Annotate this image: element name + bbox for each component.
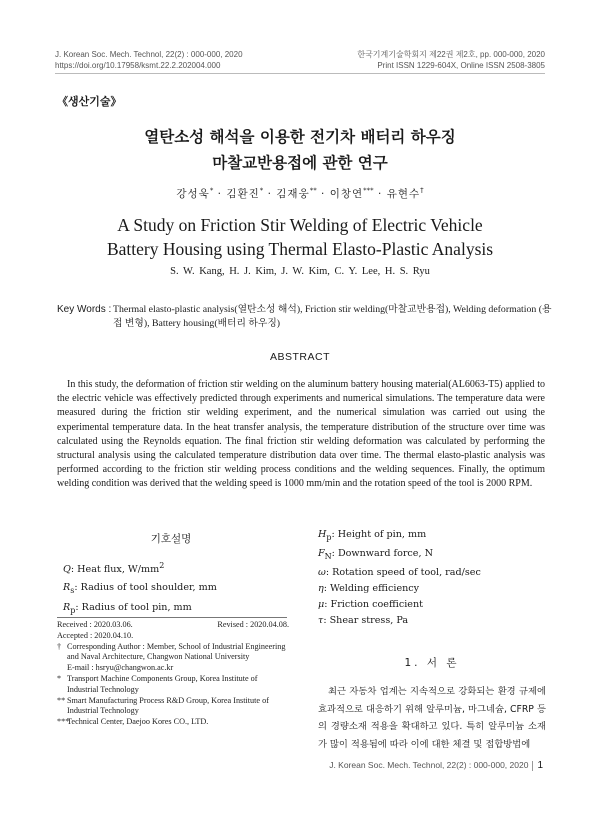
issn-info: Print ISSN 1229-604X, Online ISSN 2508-3805	[377, 61, 545, 70]
received-date: Received : 2020.03.06.	[57, 620, 133, 629]
nomenclature-entry	[318, 546, 481, 565]
author-name: 김재웅	[276, 188, 310, 200]
author-affiliation-mark: **	[309, 186, 317, 195]
unit-exponent: 2	[159, 561, 165, 570]
author-name: 강성욱	[176, 188, 210, 200]
nomenclature-subscript: p	[70, 606, 76, 615]
nomenclature-heading: 기호설명	[150, 533, 192, 545]
nomenclature-symbol: μ	[318, 598, 325, 610]
section-1-body: 최근 자동차 업계는 지속적으로 강화되는 환경 규제에 효과적으로 대응하기 위해 알루미늄, 마그네슘, CFRP 등의 경량소재 적용을 확대하고 있다. 특히 알루미늄 소재가 많이 적용됨에 따라 이에 대한 체결 및 접합방법에	[318, 686, 546, 750]
nomenclature-entry	[318, 613, 481, 629]
footnote-item	[57, 674, 289, 696]
authors-korean: 강성욱* · 김환진* · 김재웅** · 이창연*** · 유현수†	[176, 186, 424, 200]
footer-journal-citation: J. Korean Soc. Mech. Technol, 22(2) : 000-000, 2020	[329, 760, 529, 770]
nomenclature-subscript: s	[70, 585, 75, 595]
footnote-mark: *	[57, 673, 62, 683]
nomenclature-definition: : Shear stress, Pa	[323, 614, 409, 626]
footnote-mark: ***	[57, 717, 70, 727]
keywords-block	[57, 303, 555, 331]
footnote-mark: **	[57, 695, 66, 705]
nomenclature-subscript: N	[324, 551, 332, 561]
nomenclature-symbol: τ	[318, 614, 324, 626]
nomenclature-symbol: Q	[63, 564, 71, 576]
running-header-right	[357, 49, 545, 71]
nomenclature-symbol: ω	[318, 566, 326, 578]
keywords-label: Key Words :	[57, 304, 112, 315]
section-1-heading: 1. 서 론	[404, 657, 460, 669]
page-number: 1	[537, 760, 543, 771]
title-english	[0, 213, 600, 261]
nomenclature-definition: : Friction coefficient	[324, 598, 424, 610]
footnote-item	[57, 696, 289, 718]
article-category: 《생산기술》	[57, 95, 122, 108]
page-footer	[329, 760, 543, 771]
footnote-divider	[57, 617, 287, 618]
title-english-line-1: A Study on Friction Stir Welding of Electric Vehicle	[117, 215, 483, 235]
nomenclature-symbol: H	[318, 529, 327, 540]
nomenclature-definition: : Rotation speed of tool, rad/sec	[325, 566, 481, 578]
author-name: 유현수	[386, 188, 421, 200]
nomenclature-entry	[318, 565, 481, 581]
nomenclature-entry	[63, 557, 217, 579]
authors-english: S. W. Kang, H. J. Kim, J. W. Kim, C. Y. Lee, H. S. Ryu	[170, 266, 430, 277]
keywords-text: Thermal elasto-plastic analysis(열탄소성 해석), Friction stir welding(마찰교반용접), Welding deformation (용접 변형), Battery housing(배터리 하우징)	[113, 304, 552, 329]
author-affiliation-mark: ***	[363, 186, 374, 195]
nomenclature-entry	[318, 597, 481, 613]
footnote-text: Corresponding Author : Member, School of Industrial Engineering and Naval Architecture, Changwon National University	[67, 641, 286, 662]
title-english-line-2: Battery Housing using Thermal Elasto-Plastic Analysis	[106, 239, 494, 259]
title-korean-line-1: 열탄소성 해석을 이용한 전기차 배터리 하우징	[144, 128, 456, 146]
author-name: 이창연	[329, 188, 364, 200]
nomenclature-symbol: F	[318, 547, 325, 559]
nomenclature-entry	[318, 527, 481, 546]
nomenclature-definition: : Downward force, N	[331, 547, 433, 559]
footnote-text: Smart Manufacturing Process R&D Group, Korea Institute of Industrial Technology	[67, 695, 269, 716]
footer-separator	[532, 761, 533, 771]
author-affiliation-mark: *	[259, 186, 264, 195]
journal-citation-korean: 한국기계기술학회지 제22권 제2호, pp. 000-000, 2020	[357, 50, 545, 59]
title-korean	[0, 124, 600, 176]
footnote-item	[57, 642, 289, 664]
footnote-text: Technical Center, Daejoo Kores CO., LTD.	[67, 717, 209, 727]
revised-date: Revised : 2020.04.08.	[217, 620, 289, 629]
nomenclature-definition: : Welding efficiency	[323, 582, 420, 594]
doi-link[interactable]: https://doi.org/10.17958/ksmt.22.2.202004.000	[55, 61, 221, 70]
title-korean-line-2: 마찰교반용접에 관한 연구	[212, 154, 388, 172]
header-divider	[55, 73, 545, 74]
nomenclature-definition: : Heat flux, W/mm	[70, 564, 160, 576]
footnote-item	[57, 663, 289, 674]
nomenclature-subscript: p	[326, 532, 332, 542]
nomenclature-definition: : Height of pin, mm	[331, 529, 427, 540]
running-header-left	[55, 49, 243, 71]
abstract-body: In this study, the deformation of friction stir welding on the aluminum battery housing material(AL6063-T5) applied to the electric vehicle was effectively predicted through experiments and numerical simulations. The temperature data were measured during the friction stir welding experiment, and the numerical simulation was carried out using the experimental temperature data. In the heat transfer analysis, the temperature distribution of the structure over time was calculated using the Reynolds equation. The final friction stir welding deformation was calculated by performing the structural analysis using the calculated temperature distribution data over time. The thermal elasto-plastic analysis was performed according to the friction stir welding process conditions and the welding sequences. Finally, the optimum welding condition was derived that the welding speed is 1000 mm/min and the rotation speed of the tool is 2000 RPM.	[57, 379, 545, 490]
author-name: 김환진	[226, 188, 260, 200]
received-revised-row	[57, 620, 289, 631]
nomenclature-entry	[318, 581, 481, 597]
footnote-text: Transport Machine Components Group, Korea Institute of Industrial Technology	[67, 673, 258, 694]
nomenclature-entry	[63, 579, 217, 599]
author-affiliation-mark: †	[420, 186, 424, 195]
accepted-date: Accepted : 2020.04.10.	[57, 630, 134, 640]
author-affiliation-mark: *	[209, 186, 214, 195]
nomenclature-symbol: R	[63, 602, 71, 614]
nomenclature-definition: : Radius of tool shoulder, mm	[74, 581, 217, 593]
nomenclature-symbol: R	[63, 581, 71, 593]
footnote-item	[57, 717, 289, 728]
nomenclature-symbol: η	[318, 582, 324, 594]
nomenclature-definition: : Radius of tool pin, mm	[75, 602, 192, 614]
footnote-mark: †	[57, 641, 62, 651]
nomenclature-right-column	[318, 527, 481, 629]
nomenclature-left-column	[63, 557, 217, 620]
abstract-heading: ABSTRACT	[269, 351, 330, 363]
journal-citation: J. Korean Soc. Mech. Technol, 22(2) : 000-000, 2020	[55, 50, 243, 59]
footnote-email[interactable]: E-mail : hsryu@changwon.ac.kr	[67, 663, 174, 673]
footnotes	[57, 620, 289, 728]
